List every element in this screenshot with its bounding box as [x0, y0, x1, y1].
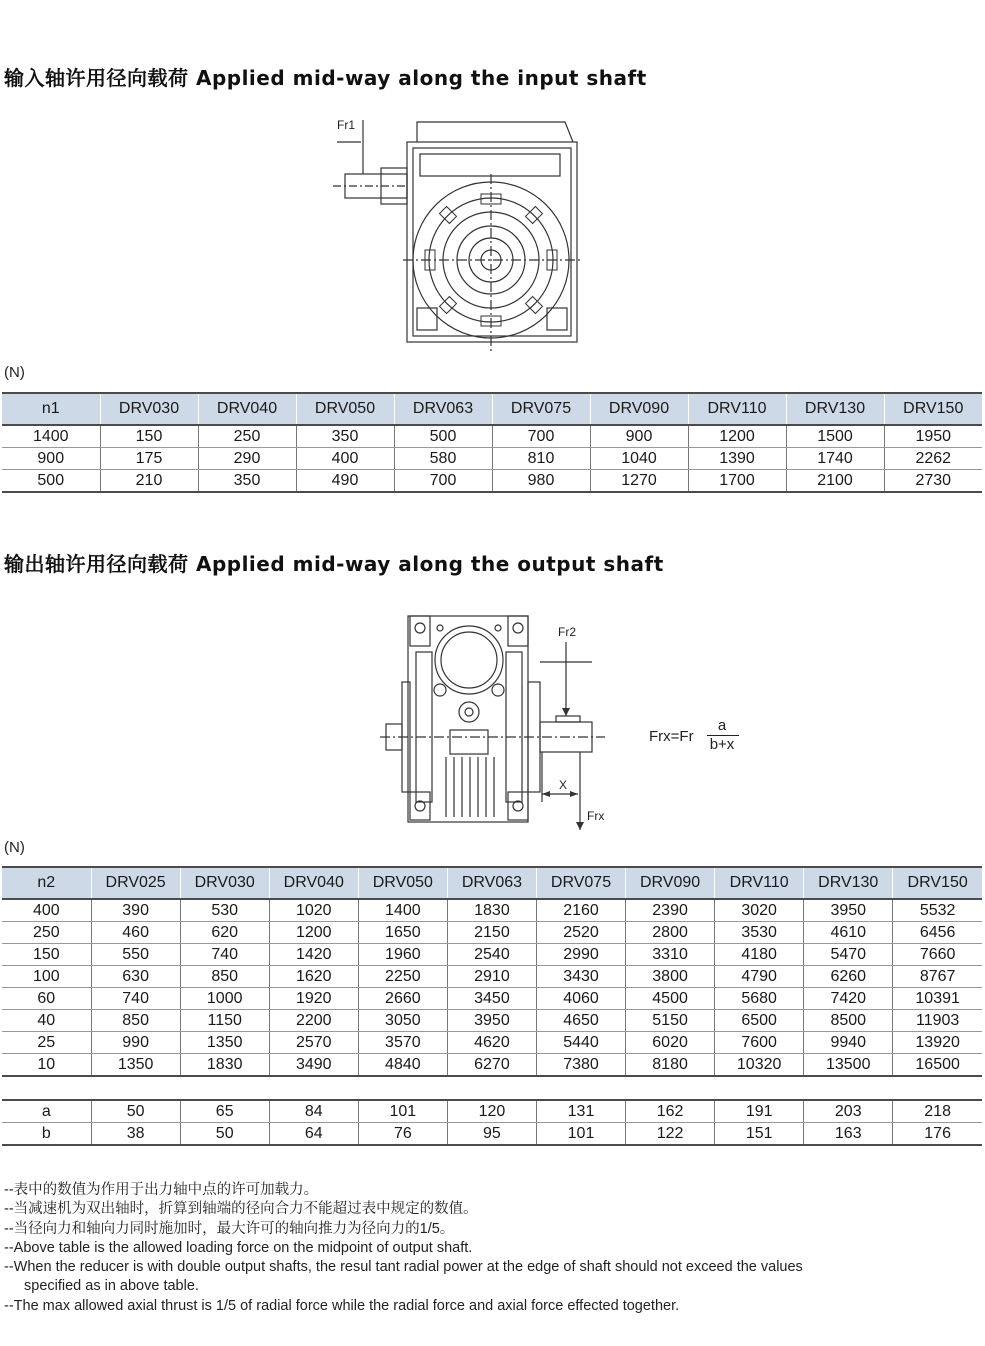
header-cell: DRV040 [198, 393, 296, 425]
header-cell: DRV063 [447, 867, 536, 899]
table-cell: 990 [91, 1032, 180, 1054]
table-cell: 6500 [715, 1010, 804, 1032]
table-cell: 1390 [688, 448, 786, 470]
table-cell: 218 [893, 1100, 982, 1123]
table-cell: 460 [91, 922, 180, 944]
table-cell: 6260 [804, 966, 893, 988]
table-cell: 8500 [804, 1010, 893, 1032]
table-cell: 65 [180, 1100, 269, 1123]
table-cell: 1020 [269, 899, 358, 922]
table-cell: 1040 [590, 448, 688, 470]
table-cell: 13500 [804, 1054, 893, 1077]
table-cell: 500 [2, 470, 100, 493]
table-cell: 150 [100, 425, 198, 448]
table-cell: 1740 [786, 448, 884, 470]
table-cell: 25 [2, 1032, 91, 1054]
table-cell: 210 [100, 470, 198, 493]
header-cell: DRV130 [786, 393, 884, 425]
table-cell: 1960 [358, 944, 447, 966]
table-cell: 5532 [893, 899, 982, 922]
table-cell: 5680 [715, 988, 804, 1010]
table-cell: 1830 [447, 899, 536, 922]
formula-lhs: Frx=Fr [649, 728, 694, 745]
header-cell: DRV030 [180, 867, 269, 899]
table-cell: 176 [893, 1123, 982, 1146]
header-cell: n2 [2, 867, 91, 899]
table-cell: 64 [269, 1123, 358, 1146]
header-cell: DRV030 [100, 393, 198, 425]
table-cell: 620 [180, 922, 269, 944]
output-section-title: 输出轴许用径向载荷 Applied mid-way along the output shaft [4, 552, 664, 576]
table-cell: 2540 [447, 944, 536, 966]
table-row [2, 1032, 982, 1054]
table-cell: 175 [100, 448, 198, 470]
formula-numerator: a [717, 717, 727, 734]
table-cell: 2200 [269, 1010, 358, 1032]
table-cell: 120 [447, 1100, 536, 1123]
table-cell: 4500 [626, 988, 715, 1010]
table-cell: 3950 [447, 1010, 536, 1032]
fr2-label: Fr2 [558, 625, 576, 639]
table-cell: 3430 [536, 966, 625, 988]
table-cell: 76 [358, 1123, 447, 1146]
table-cell: 3530 [715, 922, 804, 944]
frx-label: Frx [587, 809, 605, 823]
table-row [2, 1054, 982, 1077]
table-row [2, 1010, 982, 1032]
table-cell: 1620 [269, 966, 358, 988]
table-cell: 3050 [358, 1010, 447, 1032]
table-cell: 162 [626, 1100, 715, 1123]
table-cell: 740 [91, 988, 180, 1010]
table-cell: 7600 [715, 1032, 804, 1054]
header-cell: DRV075 [492, 393, 590, 425]
table-cell: 250 [2, 922, 91, 944]
table-cell: 1920 [269, 988, 358, 1010]
table-cell: 101 [536, 1123, 625, 1146]
table-cell: 350 [296, 425, 394, 448]
table-cell: 490 [296, 470, 394, 493]
table-cell: 2250 [358, 966, 447, 988]
x-label: X [559, 778, 568, 792]
input-unit: (N) [4, 364, 25, 381]
table-cell: 2160 [536, 899, 625, 922]
table-cell: 4620 [447, 1032, 536, 1054]
table-cell: 900 [2, 448, 100, 470]
table-cell: 980 [492, 470, 590, 493]
note-cn-2: --当减速机为双出轴时，折算到轴端的径向合力不能超过表中规定的数值。 [4, 1201, 478, 1218]
table-cell: 40 [2, 1010, 91, 1032]
table-row [2, 988, 982, 1010]
table-cell: 131 [536, 1100, 625, 1123]
table-cell: 151 [715, 1123, 804, 1146]
table-cell: 10320 [715, 1054, 804, 1077]
table-cell: 1420 [269, 944, 358, 966]
table-cell: 290 [198, 448, 296, 470]
table-cell: 2262 [884, 448, 982, 470]
fr1-label: Fr1 [337, 118, 355, 132]
table-cell: 60 [2, 988, 91, 1010]
table-cell: 2910 [447, 966, 536, 988]
table-cell: 850 [91, 1010, 180, 1032]
table-cell: 1000 [180, 988, 269, 1010]
table-cell: 4180 [715, 944, 804, 966]
table-cell: 550 [91, 944, 180, 966]
table-cell: 700 [492, 425, 590, 448]
input-load-table [2, 392, 982, 493]
table-row [2, 922, 982, 944]
table-cell: 16500 [893, 1054, 982, 1077]
table-cell: 3450 [447, 988, 536, 1010]
table-cell: 9940 [804, 1032, 893, 1054]
output-shaft-drawing [380, 612, 620, 832]
table-cell: 4650 [536, 1010, 625, 1032]
table-cell: 350 [198, 470, 296, 493]
table-cell: 4840 [358, 1054, 447, 1077]
table-cell: 3800 [626, 966, 715, 988]
table-cell: 500 [394, 425, 492, 448]
table-cell: 1500 [786, 425, 884, 448]
header-cell: DRV050 [296, 393, 394, 425]
table-cell: 2990 [536, 944, 625, 966]
note-en-3: --The max allowed axial thrust is 1/5 of radial force while the radial force and axial force effected together. [4, 1297, 680, 1314]
header-cell: DRV090 [590, 393, 688, 425]
table-cell: 2660 [358, 988, 447, 1010]
table-cell: 900 [590, 425, 688, 448]
table-cell: 84 [269, 1100, 358, 1123]
table-cell: 3490 [269, 1054, 358, 1077]
table-cell: 13920 [893, 1032, 982, 1054]
table-cell: 4790 [715, 966, 804, 988]
header-cell: DRV150 [884, 393, 982, 425]
table-cell: 810 [492, 448, 590, 470]
note-en-2-continued: specified as in above table. [24, 1278, 199, 1295]
table-cell: 2390 [626, 899, 715, 922]
table-row [2, 425, 982, 448]
table-spacer [2, 1076, 982, 1100]
header-cell: DRV110 [715, 867, 804, 899]
table-cell: 6270 [447, 1054, 536, 1077]
table-cell: 1150 [180, 1010, 269, 1032]
table-cell: 530 [180, 899, 269, 922]
note-en-2: --When the reducer is with double output shafts, the resul tant radial power at the edge of shaft should not exceed the values [4, 1259, 803, 1276]
input-table-header [2, 393, 982, 425]
input-section-title: 输入轴许用径向载荷 Applied mid-way along the input shaft [4, 66, 647, 90]
table-row [2, 470, 982, 493]
dimension-row [2, 1123, 982, 1146]
table-cell: 150 [2, 944, 91, 966]
table-cell: 850 [180, 966, 269, 988]
table-cell: 2570 [269, 1032, 358, 1054]
header-cell: DRV040 [269, 867, 358, 899]
table-cell: 11903 [893, 1010, 982, 1032]
table-cell: 122 [626, 1123, 715, 1146]
table-cell: 250 [198, 425, 296, 448]
table-cell: 10391 [893, 988, 982, 1010]
table-cell: 1950 [884, 425, 982, 448]
table-cell: 3310 [626, 944, 715, 966]
table-cell: 1650 [358, 922, 447, 944]
header-cell: DRV150 [893, 867, 982, 899]
table-cell: 740 [180, 944, 269, 966]
table-cell: 2730 [884, 470, 982, 493]
table-cell: 1400 [358, 899, 447, 922]
table-cell: 580 [394, 448, 492, 470]
table-cell: 7660 [893, 944, 982, 966]
table-cell: 3570 [358, 1032, 447, 1054]
output-load-table [2, 866, 982, 1146]
header-cell: n1 [2, 393, 100, 425]
table-cell: 1830 [180, 1054, 269, 1077]
header-cell: DRV050 [358, 867, 447, 899]
table-cell: 400 [2, 899, 91, 922]
table-cell: 8767 [893, 966, 982, 988]
table-cell: 191 [715, 1100, 804, 1123]
table-cell: 390 [91, 899, 180, 922]
table-cell: 6456 [893, 922, 982, 944]
table-cell: 3020 [715, 899, 804, 922]
table-row [2, 966, 982, 988]
table-cell: 163 [804, 1123, 893, 1146]
table-cell: 5470 [804, 944, 893, 966]
table-cell: 2800 [626, 922, 715, 944]
table-cell: 4610 [804, 922, 893, 944]
table-cell: 8180 [626, 1054, 715, 1077]
table-cell: 400 [296, 448, 394, 470]
table-cell: 1200 [269, 922, 358, 944]
table-row [2, 944, 982, 966]
table-cell: 7420 [804, 988, 893, 1010]
table-cell: 38 [91, 1123, 180, 1146]
table-cell: 10 [2, 1054, 91, 1077]
header-cell: DRV075 [536, 867, 625, 899]
table-cell: 101 [358, 1100, 447, 1123]
table-cell: 95 [447, 1123, 536, 1146]
table-cell: 50 [91, 1100, 180, 1123]
table-cell: 1270 [590, 470, 688, 493]
table-cell: b [2, 1123, 91, 1146]
note-cn-3: --当径向力和轴向力同时施加时，最大许可的轴向推力为径向力的1/5。 [4, 1220, 455, 1237]
note-cn-1: --表中的数值为作用于出力轴中点的许可加载力。 [4, 1182, 319, 1198]
table-cell: 1200 [688, 425, 786, 448]
spacer-cell [2, 1076, 982, 1100]
output-unit: (N) [4, 839, 25, 856]
table-cell: 3950 [804, 899, 893, 922]
table-cell: 2100 [786, 470, 884, 493]
header-cell: DRV063 [394, 393, 492, 425]
table-cell: 50 [180, 1123, 269, 1146]
table-cell: 1700 [688, 470, 786, 493]
formula-denominator: b+x [709, 736, 735, 753]
table-cell: 5150 [626, 1010, 715, 1032]
table-cell: 1400 [2, 425, 100, 448]
table-cell: 630 [91, 966, 180, 988]
table-cell: 203 [804, 1100, 893, 1123]
table-cell: 1350 [91, 1054, 180, 1077]
header-cell: DRV130 [804, 867, 893, 899]
table-cell: 6020 [626, 1032, 715, 1054]
table-cell: 100 [2, 966, 91, 988]
table-cell: 2520 [536, 922, 625, 944]
header-cell: DRV110 [688, 393, 786, 425]
notes [4, 1181, 803, 1316]
input-shaft-drawing [325, 112, 585, 357]
header-cell: DRV025 [91, 867, 180, 899]
table-cell: a [2, 1100, 91, 1123]
header-cell: DRV090 [626, 867, 715, 899]
table-cell: 5440 [536, 1032, 625, 1054]
table-cell: 700 [394, 470, 492, 493]
output-table-header [2, 867, 982, 899]
table-cell: 7380 [536, 1054, 625, 1077]
table-row [2, 448, 982, 470]
table-row [2, 899, 982, 922]
dimension-row [2, 1100, 982, 1123]
table-cell: 4060 [536, 988, 625, 1010]
table-cell: 1350 [180, 1032, 269, 1054]
note-en-1: --Above table is the allowed loading force on the midpoint of output shaft. [4, 1239, 473, 1256]
table-cell: 2150 [447, 922, 536, 944]
